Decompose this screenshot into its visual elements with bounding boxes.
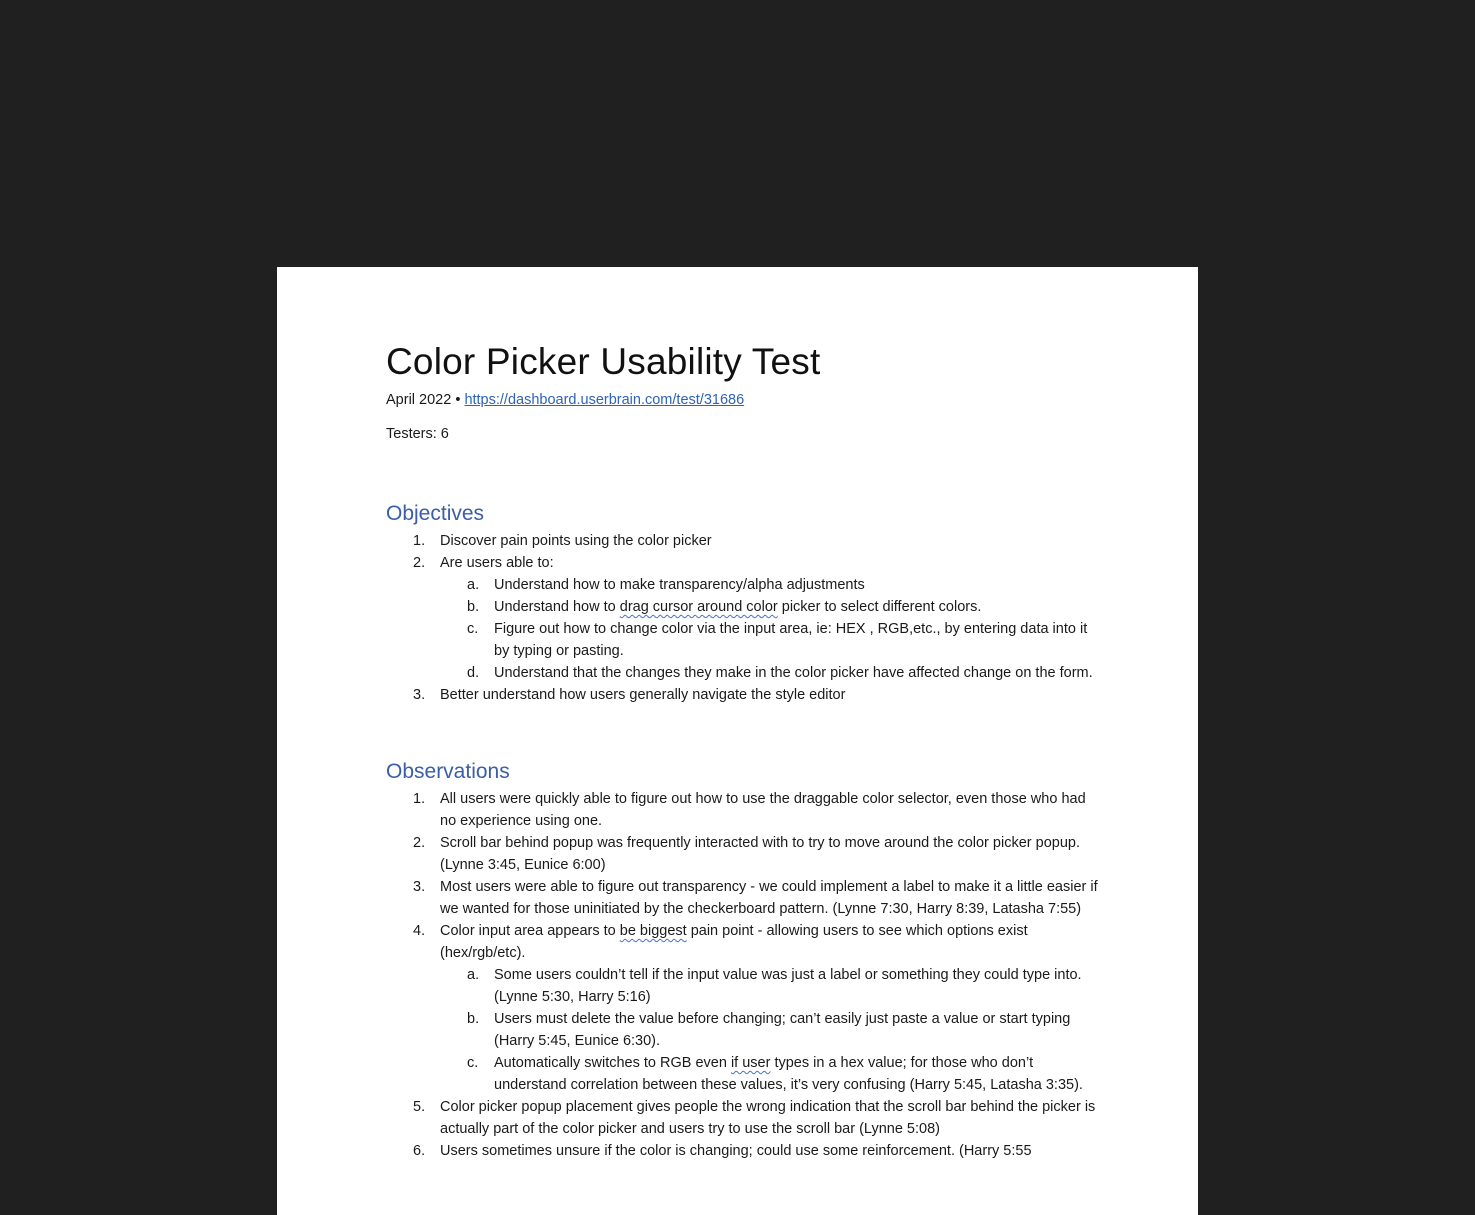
list-marker: a. <box>467 967 480 983</box>
list-item-text-before: Automatically switches to RGB even <box>494 1055 731 1071</box>
list-item <box>386 1008 1098 1052</box>
objectives-heading: Objectives <box>386 502 485 525</box>
list-item <box>386 574 1098 596</box>
list-item-text: Scroll bar behind popup was frequently interacted with to try to move around the color picker popup. (Lynne 3:45, Eunice 6:00) <box>440 835 1080 873</box>
list-marker: b. <box>467 1011 480 1027</box>
list-item-text: Understand that the changes they make in the color picker have affected change on the form. <box>494 665 1093 681</box>
list-item <box>386 662 1098 684</box>
list-item-text: Users sometimes unsure if the color is changing; could use some reinforcement. (Harry 5:55 <box>440 1143 1032 1159</box>
list-marker: 3. <box>413 879 426 895</box>
list-item <box>386 1096 1098 1140</box>
list-item-text-after: types in a hex value; for those who don’t understand correlation between these values, it’s very confusing (Harry 5:45, Latasha 3:35). <box>494 1055 1083 1093</box>
list-item-text-after: pain point - allowing users to see which options exist (hex/rgb/etc). <box>440 923 1028 961</box>
list-item-text: Understand how to make transparency/alpha adjustments <box>494 577 865 593</box>
list-marker: a. <box>467 577 480 593</box>
list-marker: 5. <box>413 1099 426 1115</box>
list-marker: 1. <box>413 533 426 549</box>
document-content <box>386 339 1098 1162</box>
list-marker: 2. <box>413 555 426 571</box>
list-marker: 6. <box>413 1143 426 1159</box>
sub-list-container <box>386 964 1098 1096</box>
list-item-text: Users must delete the value before changing; can’t easily just paste a value or start typing (Harry 5:45, Eunice 6:30). <box>494 1011 1071 1049</box>
document-date: April 2022 • <box>386 392 465 408</box>
spelling-flag: be biggest <box>619 923 687 939</box>
list-marker: 2. <box>413 835 426 851</box>
observations-list <box>386 788 1098 1162</box>
list-item <box>386 1052 1098 1096</box>
list-item-text: Better understand how users generally navigate the style editor <box>440 687 846 703</box>
list-item-text-before: Understand how to <box>494 599 620 615</box>
sub-list-container <box>386 574 1098 684</box>
document-title: Color Picker Usability Test <box>386 341 821 382</box>
list-item <box>386 920 1098 964</box>
list-item-text-before: Color input area appears to <box>440 923 620 939</box>
spelling-flag: if user <box>730 1055 771 1071</box>
objectives-sub-list <box>386 574 1098 684</box>
document-page <box>277 267 1198 1215</box>
list-marker: c. <box>467 621 479 637</box>
list-item-text: Figure out how to change color via the input area, ie: HEX , RGB,etc., by entering data into it by typing or pasting. <box>494 621 1088 659</box>
list-item <box>386 1140 1098 1162</box>
list-item <box>386 788 1098 832</box>
observations-sub-list <box>386 964 1098 1096</box>
testers-count: Testers: 6 <box>386 426 449 442</box>
list-item <box>386 964 1098 1008</box>
document-meta <box>386 390 1098 410</box>
objectives-list <box>386 530 1098 706</box>
list-item <box>386 832 1098 876</box>
observations-heading: Observations <box>386 760 510 783</box>
list-item <box>386 552 1098 574</box>
list-item-text: Most users were able to figure out transparency - we could implement a label to make it a little easier if we wanted for those uninitiated by the checkerboard pattern. (Lynne 7:30, Harry 8:39, Latasha 7:55) <box>440 879 1098 917</box>
list-item-text-after: picker to select different colors. <box>777 599 982 615</box>
list-item <box>386 876 1098 920</box>
list-item-text: Discover pain points using the color picker <box>440 533 712 549</box>
list-item <box>386 530 1098 552</box>
list-marker: c. <box>467 1055 479 1071</box>
list-item-text: Some users couldn’t tell if the input value was just a label or something they could type into. (Lynne 5:30, Harry 5:16) <box>494 967 1082 1005</box>
list-marker: d. <box>467 665 480 681</box>
list-item-text: All users were quickly able to figure out how to use the draggable color selector, even those who had no experience using one. <box>440 791 1086 829</box>
list-item-text: Are users able to: <box>440 555 554 571</box>
list-item <box>386 596 1098 618</box>
list-marker: 4. <box>413 923 426 939</box>
list-item <box>386 618 1098 662</box>
spelling-flag: drag cursor around color <box>619 599 778 615</box>
list-item-text: Color picker popup placement gives people the wrong indication that the scroll bar behind the picker is actually part of the color picker and users try to use the scroll bar (Lynne 5:08) <box>440 1099 1096 1137</box>
list-marker: 1. <box>413 791 426 807</box>
list-item <box>386 684 1098 706</box>
test-link[interactable]: https://dashboard.userbrain.com/test/31686 <box>464 392 745 408</box>
list-marker: b. <box>467 599 480 615</box>
list-marker: 3. <box>413 687 426 703</box>
